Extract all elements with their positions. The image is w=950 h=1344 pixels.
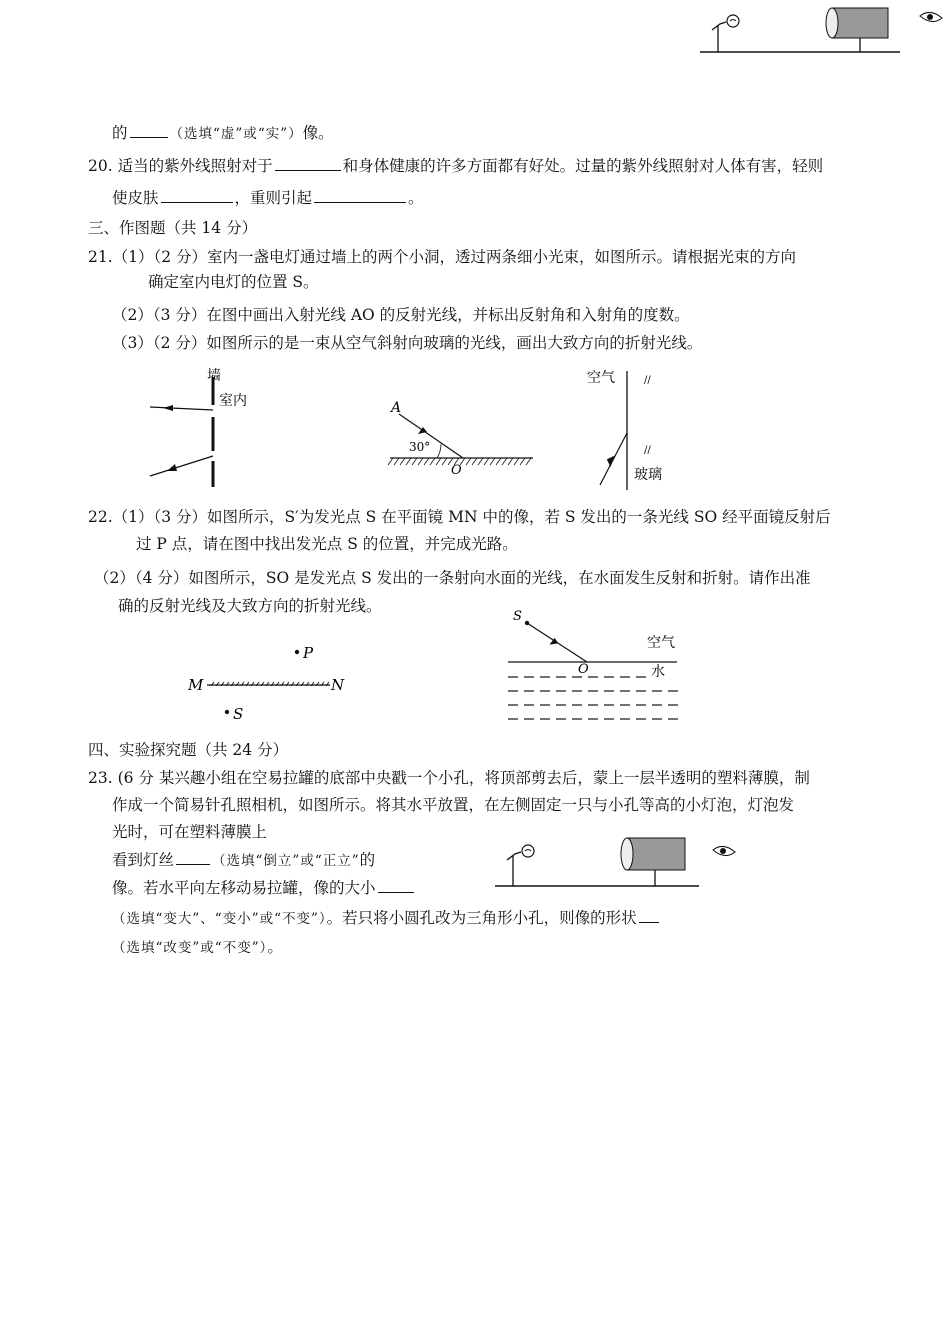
q21-line1 (88, 247, 796, 267)
q23-text-5: 像。若水平向左移动易拉罐，像的大小 (112, 879, 376, 897)
q20-blank-3[interactable] (314, 188, 406, 203)
water-air-label: 空气 (647, 635, 675, 651)
q23-line6 (112, 908, 661, 929)
q23-blank-1[interactable] (176, 850, 210, 865)
q22-line1 (88, 507, 831, 527)
mirror-hatch-mark (430, 458, 435, 465)
q20-text-2b: ，重则引起 (234, 189, 313, 207)
q19-tail-line (112, 123, 334, 144)
q23-blank-3[interactable] (639, 908, 659, 923)
mirror-hatch-mark (442, 458, 447, 465)
q22-part1b: 过 P 点，请在图中找出发光点 S 的位置，并完成光路。 (136, 535, 518, 553)
q19-blank[interactable] (130, 123, 168, 138)
mirror-hatch-mark (388, 458, 393, 465)
q22-part2a: （2）（4 分）如图所示，SO 是发光点 S 发出的一条射向水面的光线，在水面发生反射和折射。请作出准 (94, 569, 811, 587)
q20-number: 20. (88, 157, 113, 175)
q23-text-4a: 看到灯丝 (112, 851, 175, 869)
q21-part1b: 确定室内电灯的位置 S。 (148, 273, 319, 291)
q19-post: 像。 (302, 124, 334, 142)
q22-part1a: （1）（3 分）如图所示，S′为发光点 S 在平面镜 MN 中的像，若 S 发出的一条光线 SO 经平面镜反射后 (112, 508, 831, 526)
q23-line5 (112, 878, 416, 898)
q23-blank-2[interactable] (378, 878, 414, 893)
water-O-label: O (578, 662, 589, 677)
section-4-heading: 四、实验探究题（共 24 分） (88, 741, 289, 759)
figure-22-2-water (505, 605, 695, 725)
mirror-hatch-mark (412, 458, 417, 465)
mirror-hatch-mark (502, 458, 507, 465)
q23-line7 (112, 937, 283, 958)
point-M-label: M (188, 676, 204, 694)
mirror-hatch-mark (406, 458, 411, 465)
mirror-hatch-mark (472, 458, 477, 465)
q23-line1 (88, 768, 810, 788)
point-A-label: A (391, 400, 402, 416)
point-S-label: S (233, 705, 244, 723)
mirror-hatch-mark (484, 458, 489, 465)
q21-part3: （3）（2 分）如图所示的是一束从空气斜射向玻璃的光线，画出大致方向的折射光线。 (112, 334, 703, 352)
q22-number: 22. (88, 508, 113, 526)
q19-hint: （选填“虚”或“实”） (169, 126, 303, 142)
section-3-heading: 三、作图题（共 14 分） (88, 219, 258, 237)
figure-21-3-refraction (580, 365, 680, 495)
air-label: 空气 (587, 370, 615, 386)
mirror-hatch-mark (508, 458, 513, 465)
q20-text-1b: 和身体健康的许多方面都有好处。过量的紫外线照射对人体有害，轻则 (342, 157, 824, 175)
q23-hint-4: （选填“倒立”或“正立” (212, 853, 360, 869)
mirror-hatch-mark (490, 458, 495, 465)
q23-text-7: 。 (267, 938, 283, 956)
figure-22-1-mirror (185, 640, 365, 730)
q23-hint-7: （选填“改变”或“不变”） (112, 940, 268, 956)
q21-part2: （2）（3 分）在图中画出入射光线 AO 的反射光线，并标出反射角和入射角的度数。 (112, 306, 690, 324)
mirror-hatch-mark (424, 458, 429, 465)
point-O-label: O (451, 463, 462, 478)
q19-pre: 的 (112, 124, 128, 142)
angle-30-label: 30° (409, 440, 431, 454)
q23-text-3: 光时，可在塑料薄膜上 (112, 823, 268, 841)
q23-text-6: 。若只将小圆孔改为三角形小孔，则像的形状 (326, 909, 637, 927)
figure-21-1-wall (145, 365, 265, 495)
mirror-hatch-mark (466, 458, 471, 465)
mirror-hatch-mark (496, 458, 501, 465)
mirror-hatch-mark (436, 458, 441, 465)
mirror-hatch-mark (400, 458, 405, 465)
pinhole-camera-figure-top (0, 0, 950, 60)
q23-text-4b: 的 (359, 851, 376, 869)
q20-blank-1[interactable] (275, 156, 341, 171)
wall-label: 墙 (207, 368, 221, 384)
mirror-hatch-mark (478, 458, 483, 465)
q20-line2 (112, 188, 424, 208)
point-P-label: P (303, 644, 314, 662)
q20-text-2a: 使皮肤 (112, 189, 159, 207)
q23-text-1: (6 分 某兴趣小组在空易拉罐的底部中央戳一个小孔，将顶部剪去后，蒙上一层半透明的塑料薄膜，制 (117, 769, 810, 787)
q20-text-1a: 适当的紫外线照射对于 (117, 157, 273, 175)
q23-line4 (112, 850, 375, 871)
q23-hint-6: （选填“变大”、“变小”或“不变”） (112, 911, 327, 927)
mirror-hatch-mark (394, 458, 399, 465)
q23-number: 23. (88, 769, 113, 787)
hatch-mark-bottom: // (644, 445, 651, 456)
q21-part1a: （1）（2 分）室内一盏电灯通过墙上的两个小洞，透过两条细小光束，如图所示。请根据光束的方向 (112, 248, 797, 266)
figure-21-2-reflection (385, 398, 545, 478)
mirror-hatch-mark (526, 458, 531, 465)
water-label: 水 (651, 664, 665, 680)
q21-number: 21. (88, 248, 113, 266)
glass-label: 玻璃 (634, 467, 662, 483)
indoor-label: 室内 (219, 393, 247, 409)
q22-part2b: 确的反射光线及大致方向的折射光线。 (118, 597, 382, 615)
water-S-label: S (513, 609, 522, 624)
q20-line1 (88, 156, 823, 176)
hatch-mark-top: // (644, 375, 651, 386)
mirror-hatch-mark (418, 458, 423, 465)
q20-text-2c: 。 (408, 189, 424, 207)
figure-23-pinhole-camera (493, 832, 753, 892)
mirror-hatch-mark (520, 458, 525, 465)
mirror-hatch-mark (514, 458, 519, 465)
q23-text-2: 作成一个简易针孔照相机，如图所示。将其水平放置，在左侧固定一只与小孔等高的小灯泡，灯泡发 (112, 796, 795, 814)
q20-blank-2[interactable] (161, 188, 233, 203)
point-N-label: N (331, 676, 345, 694)
